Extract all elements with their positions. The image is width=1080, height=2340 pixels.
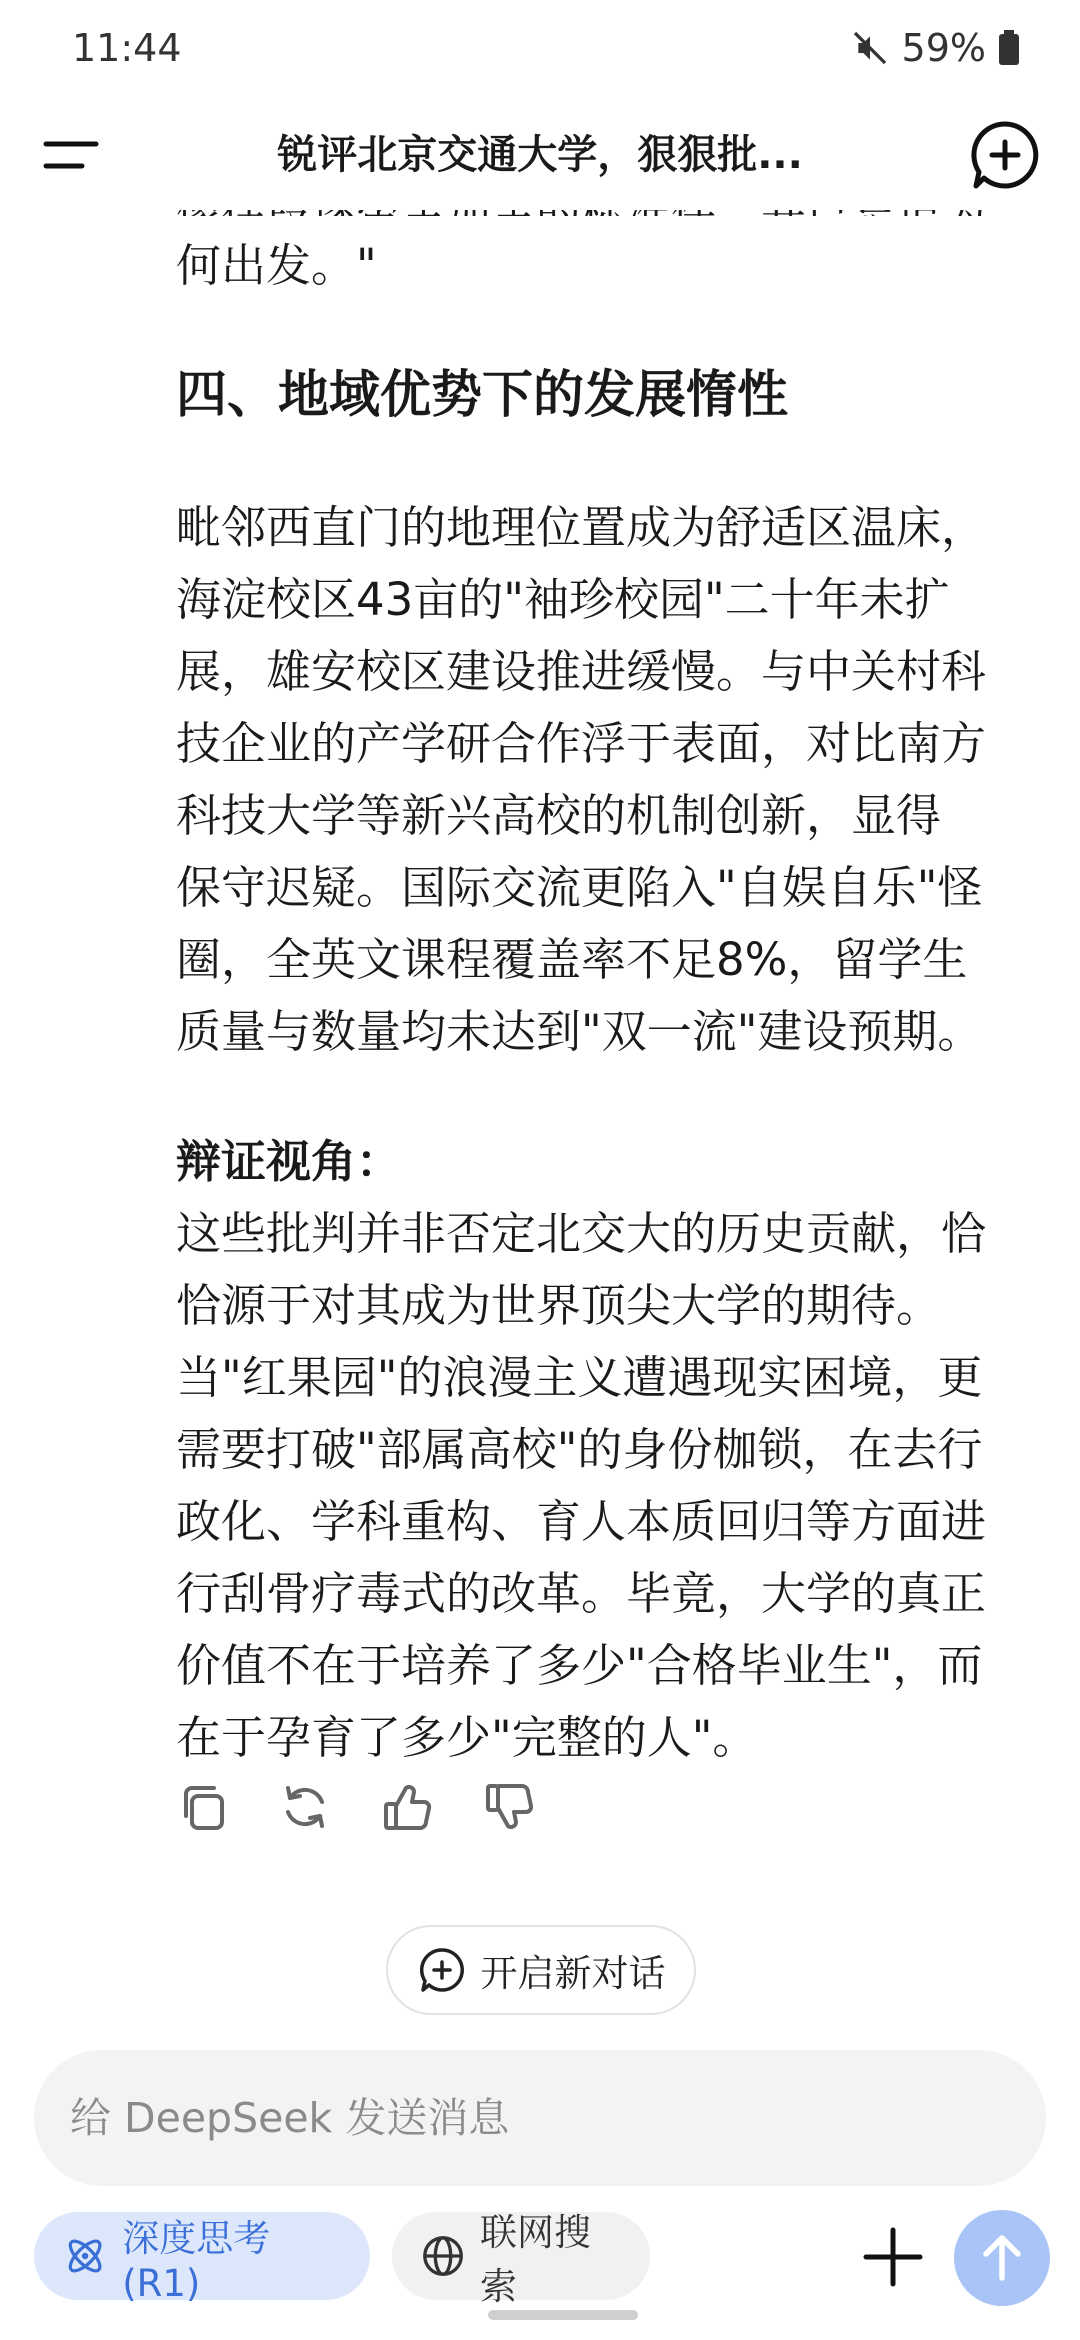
text-line: 质量与数量均未达到"双一流"建设预期。 [176, 1005, 983, 1058]
text-line: 当"红果园"的浪漫主义遭遇现实困境，更 [176, 1351, 983, 1404]
web-search-label: 联网搜索 [480, 2211, 592, 2308]
new-conversation-label: 开启新对话 [480, 1952, 666, 1995]
dialectic-paragraph [176, 1198, 1036, 1774]
deep-think-label: 深度思考 (R1) [122, 2216, 271, 2305]
text-line: 政化、学科重构、育人本质回归等方面进 [176, 1495, 987, 1548]
text-line: 科技大学等新兴高校的机制创新，显得 [176, 789, 942, 842]
message-input[interactable] [34, 2050, 1046, 2186]
thumbs-down-icon [482, 1780, 536, 1834]
text-line: 保守迟疑。国际交流更陷入"自娱自乐"怪 [176, 861, 983, 914]
regenerate-button[interactable] [278, 1780, 332, 1834]
section-heading: 四、地域优势下的发展惰性 [176, 366, 789, 425]
message-input-placeholder: 给 DeepSeek 发送消息 [70, 2094, 510, 2142]
mute-icon [850, 28, 890, 68]
text-line: 圈，全英文课程覆盖率不足8%，留学生 [176, 933, 968, 986]
atom-icon [62, 2231, 108, 2281]
copy-icon [176, 1780, 230, 1834]
text-line: 行刮骨疗毒式的改革。毕竟，大学的真正 [176, 1567, 987, 1620]
chat-header [0, 100, 1080, 210]
text-line: 技企业的产学研合作浮于表面，对比南方 [176, 717, 987, 770]
text-line: 恰源于对其成为世界顶尖大学的期待。 [176, 1279, 942, 1332]
text-line: 需要打破"部属高校"的身份枷锁，在去行 [176, 1423, 983, 1476]
battery-icon [998, 30, 1020, 66]
new-chat-button[interactable] [966, 116, 1044, 194]
send-button[interactable] [954, 2210, 1050, 2306]
status-time: 11:44 [72, 26, 182, 70]
globe-icon [420, 2232, 466, 2280]
new-conversation-button[interactable] [386, 1925, 696, 2015]
text-line: 价值不在于培养了多少"合格毕业生"，而 [176, 1639, 983, 1692]
new-chat-icon [417, 1945, 467, 1995]
menu-button[interactable] [38, 122, 104, 188]
deep-think-toggle[interactable] [34, 2212, 370, 2305]
status-icons [850, 26, 1020, 70]
text-line: 海淀校区43亩的"袖珍校园"二十年未扩 [176, 573, 950, 626]
text-line: 在于孕育了多少"完整的人"。 [176, 1711, 758, 1764]
text-line: 展，雄安校区建设推进缓慢。与中关村科 [176, 645, 987, 698]
paragraph-end-line: 何出发。" [176, 239, 377, 292]
menu-icon [38, 122, 104, 188]
section-paragraph [176, 492, 1036, 1068]
thumbs-down-button[interactable] [482, 1780, 536, 1834]
home-indicator[interactable] [488, 2310, 638, 2320]
message-actions [176, 1780, 536, 1834]
thumbs-up-button[interactable] [380, 1780, 434, 1834]
chat-title: 锐评北京交通大学，狠狠批... [277, 132, 803, 178]
assistant-message [176, 180, 1036, 1774]
arrow-up-icon [974, 2230, 1030, 2286]
thumbs-up-icon [380, 1780, 434, 1834]
dialectic-title: 辩证视角： [176, 1135, 402, 1188]
plus-icon [856, 2220, 930, 2294]
new-chat-icon [966, 116, 1044, 194]
regenerate-icon [278, 1780, 332, 1834]
status-bar [0, 0, 1080, 100]
battery-percent: 59% [901, 26, 986, 70]
text-line: 这些批判并非否定北交大的历史贡献，恰 [176, 1207, 987, 1260]
web-search-toggle[interactable] [392, 2211, 650, 2308]
copy-button[interactable] [176, 1780, 230, 1834]
add-attachment-button[interactable] [856, 2220, 930, 2294]
text-line: 毗邻西直门的地理位置成为舒适区温床， [176, 501, 987, 554]
